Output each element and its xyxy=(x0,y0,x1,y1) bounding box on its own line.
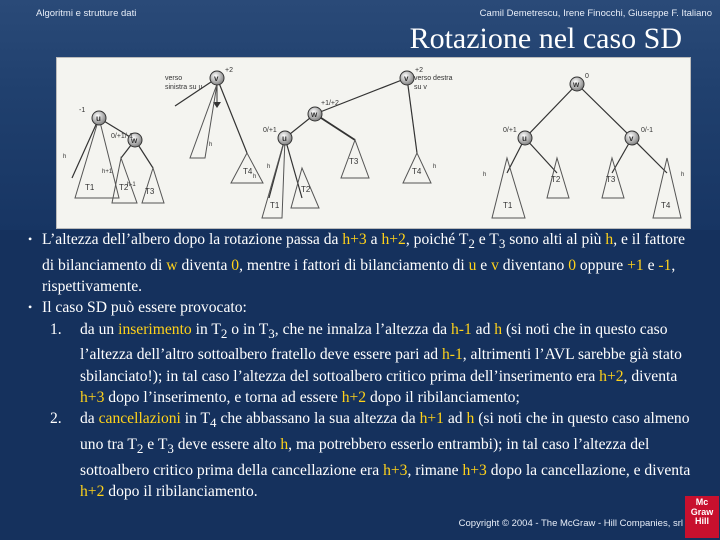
height-e: h xyxy=(267,164,271,170)
middle-tree xyxy=(253,67,453,218)
svg-text:v: v xyxy=(629,134,634,143)
svg-text:u: u xyxy=(522,134,527,143)
bullet-dot: • xyxy=(28,300,33,315)
subtree-t2-middle: T2 xyxy=(301,185,311,194)
mcgraw-hill-logo: Mc Graw Hill xyxy=(685,496,719,538)
svg-text:w: w xyxy=(311,110,318,119)
middle-caption-2: su v xyxy=(414,84,427,91)
bullet-dot: • xyxy=(28,232,33,246)
height-a-right: h xyxy=(483,172,487,178)
balance-u-middle: 0/+1 xyxy=(263,127,277,134)
subtree-t2: T2 xyxy=(119,183,129,192)
middle-caption-1: verso destra xyxy=(414,75,453,82)
height-d: h-1 xyxy=(127,182,136,188)
balance-u: -1 xyxy=(79,107,86,114)
svg-text:v: v xyxy=(404,74,409,83)
course-title: Algoritmi e strutture dati xyxy=(36,8,137,19)
slide-content xyxy=(20,229,700,502)
subtree-t1: T1 xyxy=(85,183,95,192)
left-caption-1: verso xyxy=(165,75,183,82)
height-b: h+1 xyxy=(102,169,113,175)
authors: Camil Demetrescu, Irene Finocchi, Giuseppe F. Italiano xyxy=(479,8,712,19)
subtree-t4-right: T4 xyxy=(661,201,671,210)
rotation-diagram xyxy=(56,57,691,229)
subtree-t3-middle: T3 xyxy=(349,157,359,166)
height-a-middle: h xyxy=(433,164,437,170)
balance-w-right: 0 xyxy=(585,73,589,80)
rotation-diagram-svg xyxy=(57,58,690,228)
slide-title: Rotazione nel caso SD xyxy=(409,22,682,55)
balance-w-middle: +1/+2 xyxy=(321,100,339,107)
copyright: Copyright © 2004 - The McGraw - Hill Companies, srl xyxy=(458,518,683,529)
balance-v-middle: +2 xyxy=(415,67,423,74)
balance-v-right: 0/-1 xyxy=(641,127,654,134)
subtree-t4: T4 xyxy=(243,167,253,176)
svg-text:w: w xyxy=(573,80,580,89)
height-a: h xyxy=(63,154,67,160)
left-tree xyxy=(63,67,270,203)
bullet-height-change: • L’altezza dell’albero dopo la rotazione passa da h+3 a h+2, poiché $T_2$ e $T_3$ sono alti al più h, e il fattore di bilanciamento di w diventa 0, mentre i fattori di bilanciamento di u e v diventano 0 oppure +1 e -1, rispettivamente. xyxy=(28,231,686,295)
balance-v: +2 xyxy=(225,67,233,74)
subtree-t3: T3 xyxy=(145,187,155,196)
cause-deletion: 2. da cancellazioni in $T_4$ che abbassano la sua altezza da h+1 ad h (si noti che in questo caso almeno uno tra $T_2$ e $T_3$ deve essere alto h, ma potrebbero esserlo entrambi); in tal caso l’altezza del sottoalbero critico prima della cancellazione era h+3, rimane h+3 dopo la cancellazione, e diventa h+2 dopo il ribilanciamento. xyxy=(50,410,691,500)
subtree-t1-right: T1 xyxy=(503,201,513,210)
cause-insertion: 1. da un inserimento in $T_2$ o in $T_3$, che ne innalza l’altezza da h-1 ad h (si noti che in questo caso l’altezza dell’altro sottoalbero fratello deve essere pari ad h-1, altrimenti l’AVL sarebbe già stato sbilanciato!); in tal caso l’altezza del sottoalbero critico prima dell’inserimento era h+2, diventa h+3 dopo l’inserimento, e torna ad essere h+2 dopo il ribilanciamento; xyxy=(50,320,682,407)
balance-w: 0/+1/-1 xyxy=(111,133,133,140)
svg-text:v: v xyxy=(214,74,219,83)
subtree-t3-right: T3 xyxy=(606,175,616,184)
svg-text:u: u xyxy=(282,134,287,143)
balance-u-right: 0/+1 xyxy=(503,127,517,134)
subtree-t2-right: T2 xyxy=(551,175,561,184)
height-b-right: h xyxy=(681,172,685,178)
svg-text:u: u xyxy=(96,114,101,123)
right-tree xyxy=(483,73,684,218)
height-b-middle: h xyxy=(253,174,257,180)
height-c: h xyxy=(209,142,213,148)
bullet-causes: • Il caso SD può essere provocato: xyxy=(20,297,700,318)
left-caption-2: sinistra su u xyxy=(165,84,203,91)
subtree-t1-middle: T1 xyxy=(270,201,280,210)
subtree-t4-middle: T4 xyxy=(412,167,422,176)
svg-text:w: w xyxy=(131,136,138,145)
